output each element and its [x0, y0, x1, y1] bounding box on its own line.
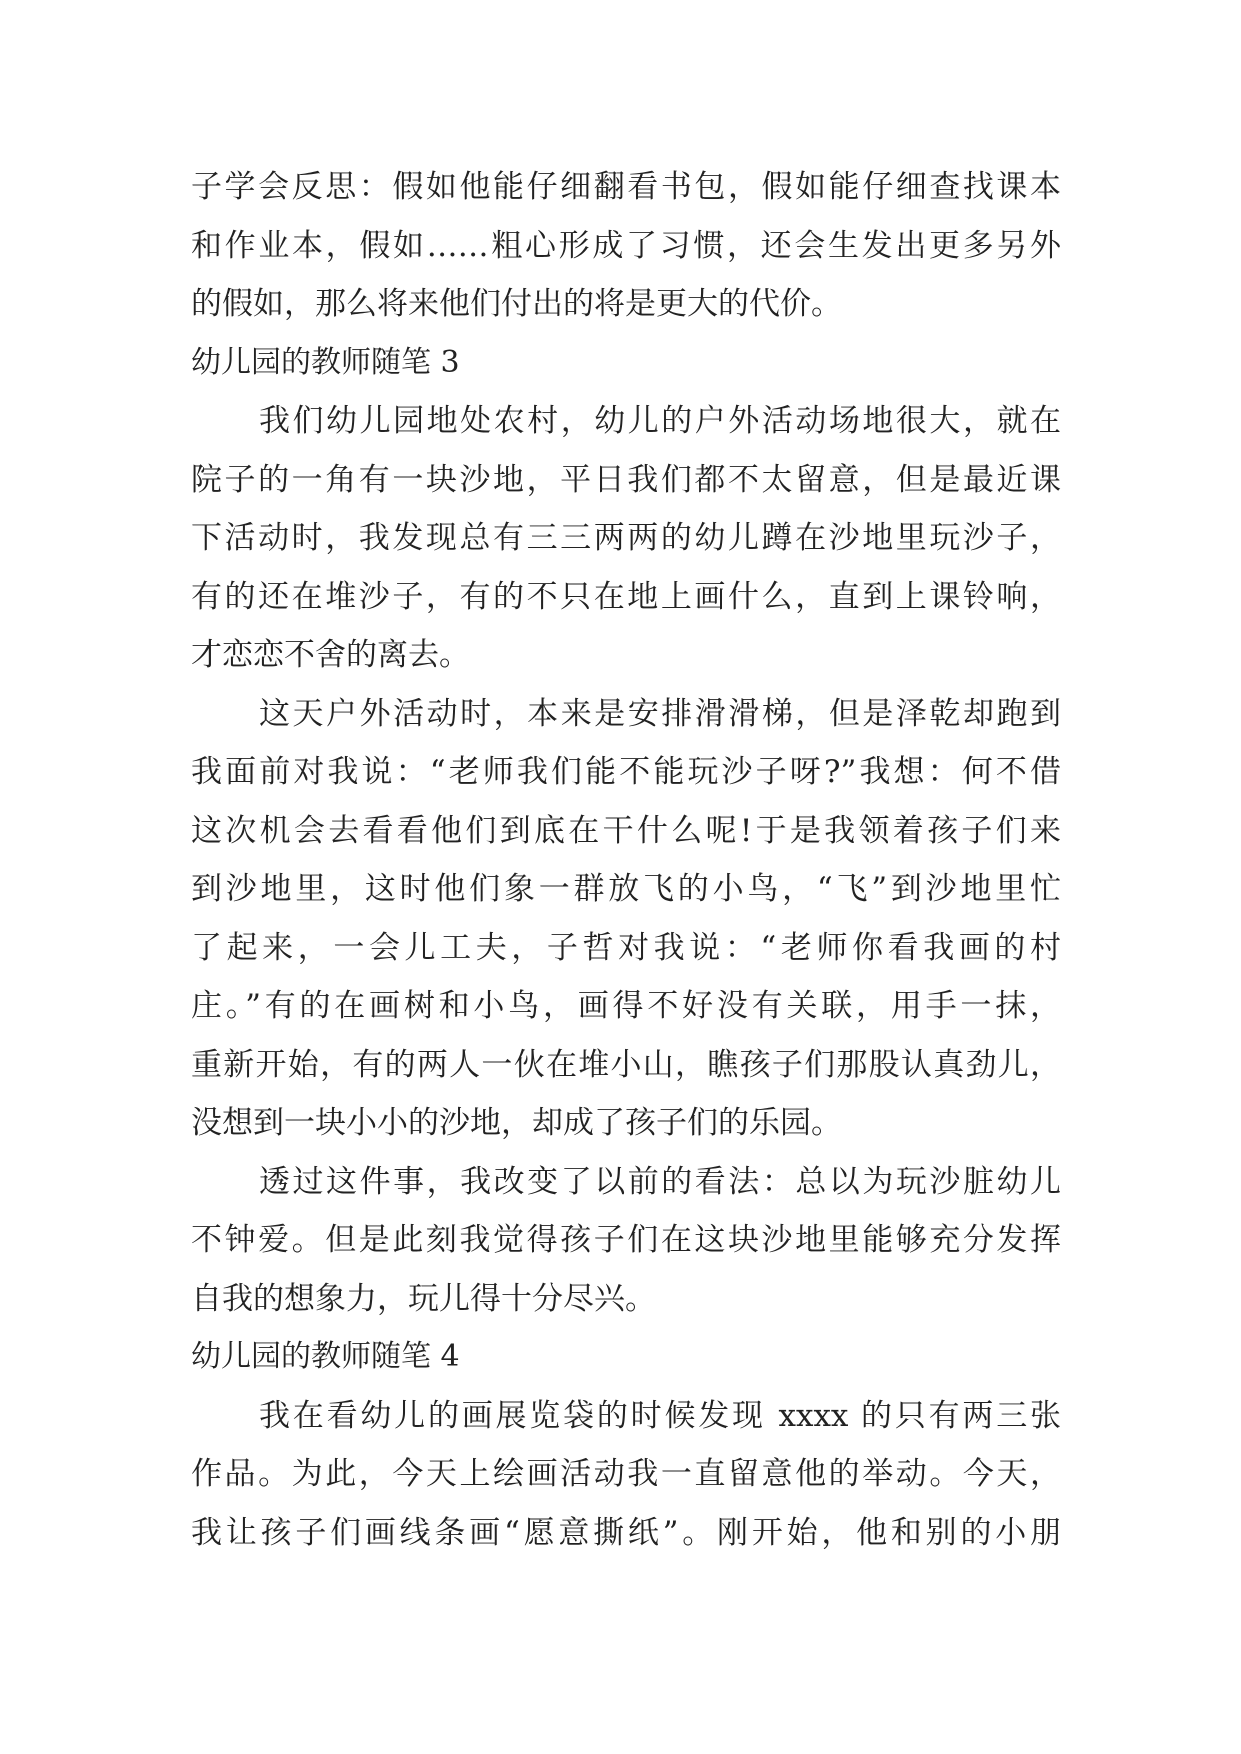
text-line: 的假如，那么将来他们付出的将是更大的代价。 [191, 286, 842, 322]
text-line: 自我的想象力，玩儿得十分尽兴。 [191, 1280, 656, 1317]
text-line: 院子的一角有一块沙地，平日我们都不太留意，但是最近课 [191, 461, 1061, 498]
text-line: 重新开始，有的两人一伙在堆小山，瞧孩子们那股认真劲儿， [191, 1046, 1061, 1083]
section-heading: 幼儿园的教师随笔 4 [191, 1339, 460, 1374]
text-line: 子学会反思：假如他能仔细翻看书包，假如能仔细查找课本 [191, 169, 1061, 205]
text-line: 有的还在堆沙子，有的不只在地上画什么，直到上课铃响， [191, 578, 1061, 615]
text-line: 这次机会去看看他们到底在干什么呢!于是我领着孩子们来 [191, 812, 1061, 849]
text-line: 下活动时，我发现总有三三两两的幼儿蹲在沙地里玩沙子， [191, 520, 1061, 556]
text-line: 我让孩子们画线条画“愿意撕纸”。刚开始，他和别的小朋 [191, 1514, 1061, 1551]
text-line: 作品。为此，今天上绘画活动我一直留意他的举动。今天， [191, 1456, 1061, 1492]
text-line: 不钟爱。但是此刻我觉得孩子们在这块沙地里能够充分发挥 [191, 1222, 1061, 1258]
document-body [191, 158, 1061, 1562]
text-line: 了起来，一会儿工夫，子哲对我说：“老师你看我画的村 [191, 929, 1061, 966]
text-line: 没想到一块小小的沙地，却成了孩子们的乐园。 [191, 1105, 842, 1141]
section-heading: 幼儿园的教师随笔 3 [191, 344, 460, 380]
text-line: 和作业本，假如……粗心形成了习惯，还会生发出更多另外 [191, 227, 1061, 264]
text-line: 到沙地里，这时他们象一群放飞的小鸟，“飞”到沙地里忙 [191, 871, 1061, 907]
text-line: 才恋恋不舍的离去。 [191, 637, 470, 673]
text-line: 我们幼儿园地处农村，幼儿的户外活动场地很大，就在 [259, 403, 1061, 439]
text-line: 这天户外活动时，本来是安排滑滑梯，但是泽乾却跑到 [259, 695, 1061, 732]
text-line: 我在看幼儿的画展览袋的时候发现 xxxx 的只有两三张 [259, 1397, 1061, 1434]
text-line: 我面前对我说：“老师我们能不能玩沙子呀?”我想：何不借 [191, 754, 1061, 790]
text-line: 庄。”有的在画树和小鸟，画得不好没有关联，用手一抹， [191, 988, 1061, 1024]
text-line: 透过这件事，我改变了以前的看法：总以为玩沙脏幼儿 [259, 1163, 1061, 1200]
